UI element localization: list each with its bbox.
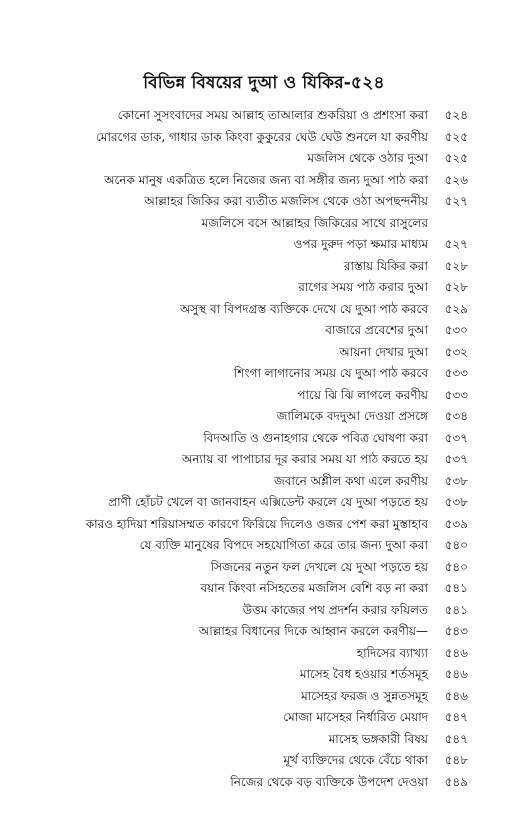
toc-entry: [60, 363, 468, 385]
toc-page-number: ৫২৪: [444, 108, 468, 122]
toc-page-number: ৫৪৮: [444, 753, 468, 767]
toc-page-number: ৫২৫: [444, 151, 468, 165]
toc-page-number: ৫৩৭: [444, 430, 468, 445]
toc-page-number: ৫৩৮: [444, 495, 468, 509]
toc-entry-label: শিংগা লাগানোর সময় যে দুআ পাঠ করবে: [233, 366, 428, 380]
toc-entry-label: কারও হাদিয়া শরিয়াসম্মত কারণে ফিরিয়ে দিলেও ওজর পেশ করা মুস্তাহাব: [85, 516, 428, 531]
toc-entry: [60, 492, 468, 514]
toc-entry: [60, 686, 468, 708]
toc-page-number: ৫৩৩: [444, 366, 468, 380]
toc-entry: [60, 535, 468, 557]
toc-entry: [60, 578, 468, 600]
toc-page-number: ৫৪১: [444, 581, 468, 595]
toc-entry-label: হাদিসের ব্যাখ্যা: [356, 645, 428, 660]
toc-page-number: ৫৩৪: [444, 409, 468, 423]
toc-entry-label: মাসেহ ভঙ্গকারী বিষয়: [328, 731, 428, 746]
toc-entry: [60, 707, 468, 729]
toc-entry: [60, 643, 468, 665]
toc-entry: [60, 213, 468, 235]
toc-page-number: ৫৪৭: [444, 731, 468, 746]
toc-entry: [60, 514, 468, 536]
toc-entry-label: মূর্খ ব্যক্তিদের থেকে বেঁচে থাকা: [283, 753, 428, 767]
toc-entry-label: মজলিস থেকে ওঠার দুআ: [307, 151, 428, 165]
toc-page-number: ৫৪৭: [444, 710, 468, 724]
toc-entry: [60, 148, 468, 170]
table-of-contents: [60, 105, 468, 793]
toc-entry: [60, 729, 468, 751]
toc-entry-label: মাসেহর ফরজ ও সুন্নতসমূহ: [301, 688, 428, 703]
toc-entry: [60, 600, 468, 622]
section-title: বিভিন্ন বিষয়ের দুআ ও যিকির-৫২৪: [143, 73, 385, 93]
toc-entry-label: বাজারে প্রবেশের দুআ: [325, 323, 428, 337]
toc-page-number: ৫২৮: [444, 280, 468, 294]
toc-page-number: ৫৪০: [444, 559, 468, 574]
toc-page-number: ৫২৯: [444, 301, 468, 316]
toc-entry: [60, 471, 468, 493]
toc-entry: [60, 299, 468, 321]
toc-entry-label: মজলিসে বসে আল্লাহর জিকিরের সাথে রাসুলের: [201, 215, 428, 230]
toc-page-number: ৫৪০: [444, 538, 468, 552]
toc-entry: [60, 621, 468, 643]
toc-entry-label: রাস্তায় যিকির করা: [343, 258, 428, 273]
toc-entry: [60, 256, 468, 278]
toc-page-number: ৫২৭: [444, 194, 468, 208]
toc-page-number: ৫৪৬: [444, 667, 468, 681]
toc-entry-label: ওপর দুরুদ পড়া ক্ষমার মাধ্যম: [293, 237, 428, 251]
toc-page-number: ৫২৫: [444, 129, 468, 144]
toc-page-number: ৫৩৯: [444, 516, 468, 531]
toc-page-number: ৫৪১: [444, 602, 468, 617]
toc-entry: [60, 406, 468, 428]
toc-entry: [60, 170, 468, 192]
toc-entry-label: মোজা মাসেহর নির্ধারিত মেয়াদ: [283, 710, 428, 724]
toc-page-number: ৫৪৬: [444, 645, 468, 660]
toc-entry: [60, 664, 468, 686]
toc-entry-label: অসুস্থ বা বিপদগ্রস্ত ব্যক্তিকে দেখে যে দুআ পাঠ করবে: [179, 301, 428, 316]
toc-entry: [60, 557, 468, 579]
toc-entry-label: নিজের থেকে বড় ব্যক্তিকে উপদেশ দেওয়া: [230, 774, 428, 789]
toc-entry-label: অনেক মানুষ একত্রিত হলে নিজের জন্য বা সঙ্গীর জন্য দুআ পাঠ করা: [104, 172, 428, 187]
toc-entry: [60, 105, 468, 127]
toc-entry-label: মোরগের ডাক, গাধার ডাক কিংবা কুকুরের ঘেউ ঘেউ শুনলে যা করণীয়: [95, 129, 428, 144]
toc-page-number: ৫৩৮: [444, 473, 468, 488]
toc-entry-label: আল্লাহর বিধানের দিকে আহ্বান করলে করণীয়—: [198, 624, 428, 638]
toc-page-number: ৫৩২: [444, 344, 468, 359]
toc-entry-label: বিদআতি ও গুনাহগার থেকে পবিত্র ঘোষণা করা: [203, 430, 428, 445]
toc-entry-label: যে ব্যক্তি মানুষের বিপদে সহযোগিতা করে তার জন্য দুআ করা: [139, 538, 428, 552]
toc-entry: [60, 342, 468, 364]
toc-entry-label: আয়না দেখার দুআ: [339, 344, 428, 359]
toc-entry: [60, 428, 468, 450]
toc-entry: [60, 449, 468, 471]
toc-entry-label: জালিমকে বদদুআ দেওয়া প্রসঙ্গে: [276, 409, 428, 423]
toc-entry-label: কোনো সুসংবাদের সময় আল্লাহ তাআলার শুকরিয়া ও প্রশংসা করা: [117, 108, 428, 122]
toc-entry: [60, 750, 468, 772]
toc-entry-label: রাগের সময় পাঠ করার দুআ: [298, 280, 428, 294]
toc-entry: [60, 127, 468, 149]
toc-entry-label: মাসেহ বৈধ হওয়ার শর্তসমূহ: [299, 667, 428, 681]
toc-entry-label: প্রাণী হোঁচট খেলে বা জানবাহন এক্সিডেন্ট করলে যে দুআ পড়তে হয়: [108, 495, 428, 509]
toc-entry: [60, 385, 468, 407]
toc-page-number: ৫৩৭: [444, 452, 468, 466]
toc-entry-label: সিজনের নতুন ফল দেখলে যে দুআ পড়তে হয়: [210, 559, 428, 574]
toc-entry-label: উত্তম কাজের পথ প্রদর্শন করার ফযিলত: [242, 602, 428, 617]
toc-entry-label: জবানে অশ্লীল কথা এলে করণীয়: [273, 473, 428, 488]
toc-entry-label: অন্যায় বা পাপাচার দূর করার সময় যা পাঠ করতে হয়: [181, 452, 428, 466]
toc-page-number: ৫৪৬: [444, 688, 468, 703]
toc-page-number: ৫৩০: [444, 323, 468, 337]
toc-entry: [60, 191, 468, 213]
toc-page-number: ৫৪৯: [444, 774, 468, 789]
toc-page-number: ৫৪৩: [444, 624, 468, 638]
toc-entry: [60, 277, 468, 299]
toc-entry: [60, 772, 468, 794]
toc-entry: [60, 234, 468, 256]
toc-page-number: ৫২৬: [444, 172, 468, 187]
toc-entry-label: পায়ে ঝি ঝি লাগলে করণীয়: [297, 387, 428, 402]
toc-entry: [60, 320, 468, 342]
toc-page-number: ৫২৮: [444, 258, 468, 273]
toc-page-number: ৫৩৩: [444, 387, 468, 402]
toc-entry-label: বয়ান কিংবা নসিহতের মজলিস বেশি বড় না করা: [200, 581, 428, 595]
toc-page-number: ৫২৭: [444, 237, 468, 251]
toc-entry-label: আল্লাহর জিকির করা ব্যতীত মজলিস থেকে ওঠা অপছন্দনীয়: [144, 194, 428, 208]
